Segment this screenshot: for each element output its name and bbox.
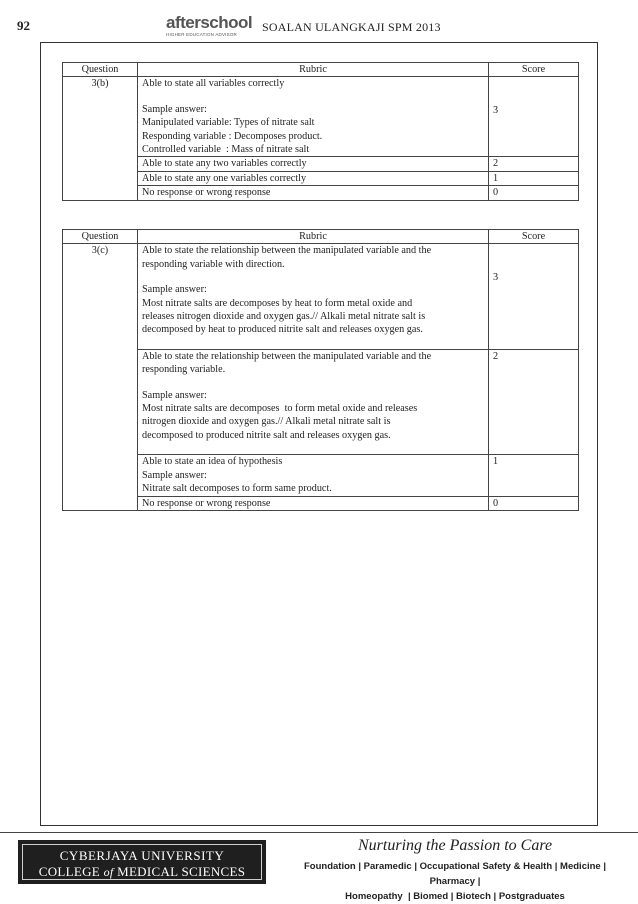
score-value: 2 [489,349,579,454]
rubric-line: Sample answer: [142,103,207,115]
footer-divider [0,832,638,833]
score-value: 2 [489,157,579,171]
header-score: Score [489,230,579,244]
score-value: 3 [493,105,499,117]
rubric-line: responding variable. [142,364,226,376]
logo-wordmark: afterschool [166,13,253,32]
score-value: 3 [493,272,499,284]
rubric-cell: No response or wrong response [138,496,489,510]
rubric-line: Able to state an idea of hypothesis [142,456,283,468]
footer-programs [282,859,628,904]
table-header-row [63,230,579,244]
table-row [63,186,579,200]
table-row [63,77,579,157]
rubric-line: Able to state the relationship between the manipulated variable and the [142,245,432,257]
programs-line-2: Homeopathy | Biomed | Biotech | Postgraduates [345,891,565,902]
header-rubric: Rubric [138,63,489,77]
score-value: 0 [489,186,579,200]
rubric-line: Manipulated variable: Types of nitrate salt [142,117,315,129]
rubric-line: Responding variable : Decomposes product. [142,130,323,142]
cyberjaya-logo [18,840,266,884]
rubric-line: decomposed by heat to produced nitrite salt and releases oxygen gas. [142,324,423,336]
rubric-cell: Able to state any one variables correctly [138,171,489,185]
rubric-line: Sample answer: [142,284,207,296]
rubric-cell [138,349,489,454]
rubric-line: Sample answer: [142,469,207,481]
rubric-line: Sample answer: [142,389,207,401]
score-value: 0 [489,496,579,510]
rubric-line: decomposed to produced nitrite salt and releases oxygen gas. [142,429,391,441]
rubric-line: Able to state all variables correctly [142,78,285,90]
rubric-cell: No response or wrong response [138,186,489,200]
question-number: 3(c) [63,244,138,511]
score-cell [489,244,579,349]
header-rubric: Rubric [138,230,489,244]
table-row [63,157,579,171]
header-score: Score [489,63,579,77]
rubric-cell: Able to state any two variables correctly [138,157,489,171]
rubric-line: Nitrate salt decomposes to form same product. [142,483,332,495]
rubric-table-3c [62,229,579,511]
logo-line-1: CYBERJAYA UNIVERSITY [59,848,225,863]
rubric-cell [138,77,489,157]
rubric-line: Most nitrate salts are decomposes to form metal oxide and releases [142,403,418,415]
logo-line-2: COLLEGE of MEDICAL SCIENCES [38,864,246,879]
table-row [63,349,579,454]
table-row [63,455,579,496]
rubric-line: responding variable with direction. [142,258,285,270]
table-header-row [63,63,579,77]
question-number: 3(b) [63,77,138,200]
afterschool-logo [166,14,256,44]
page-number: 92 [17,18,30,33]
programs-line-1: Foundation | Paramedic | Occupational Safety & Health | Medicine | Pharmacy | [303,861,607,887]
score-value: 1 [489,455,579,496]
rubric-line: Controlled variable : Mass of nitrate salt [142,144,310,156]
logo-tagline: HIGHER EDUCATION ADVISOR [166,32,237,37]
score-value: 1 [489,171,579,185]
table-row [63,244,579,349]
table-row [63,496,579,510]
header-question: Question [63,230,138,244]
header-title: SOALAN ULANGKAJI SPM 2013 [262,20,441,34]
table-row [63,171,579,185]
rubric-line: Most nitrate salts are decomposes by heat to form metal oxide and [142,297,413,309]
rubric-table-3b [62,62,579,201]
rubric-line: releases nitrogen dioxide and oxygen gas.// Alkali metal nitrate salt is [142,311,426,323]
header-question: Question [63,63,138,77]
footer-tagline: Nurturing the Passion to Care [358,837,553,854]
rubric-cell [138,244,489,349]
rubric-line: Able to state the relationship between the manipulated variable and the [142,350,432,362]
rubric-line: nitrogen dioxide and oxygen gas.// Alkali metal nitrate salt is [142,416,391,428]
rubric-cell [138,455,489,496]
score-cell [489,77,579,157]
